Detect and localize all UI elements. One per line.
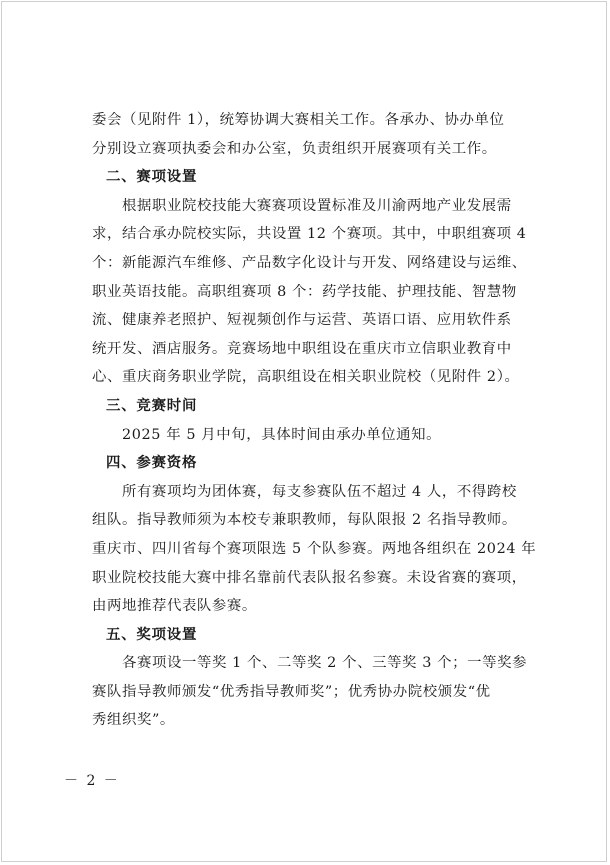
body-line: 个：新能源汽车维修、产品数字化设计与开发、网络建设与运维、 [92, 254, 527, 271]
body-line: 流、健康养老照护、短视频创作与运营、英语口语、应用软件系 [92, 312, 512, 329]
section-heading-eligibility: 四、参赛资格 [106, 455, 198, 472]
body-line: 由两地推荐代表队参赛。 [92, 598, 257, 615]
body-line: 心、重庆商务职业学院，高职组设在相关职业院校（见附件 2）。 [92, 369, 520, 386]
section-heading-awards: 五、奖项设置 [106, 626, 198, 643]
body-line: 分别设立赛项执委会和办公室，负责组织开展赛项有关工作。 [92, 140, 497, 157]
body-line: 统开发、酒店服务。竞赛场地中职组设在重庆市立信职业教育中 [92, 340, 512, 357]
body-line: 职业院校技能大赛中排名靠前代表队报名参赛。未设省赛的赛项， [92, 569, 527, 586]
body-line: 各赛项设一等奖 1 个、二等奖 2 个、三等奖 3 个；一等奖参 [122, 655, 528, 672]
body-line: 赛队指导教师颁发“优秀指导教师奖”；优秀协办院校颁发“优 [92, 683, 491, 700]
document-body [92, 106, 537, 735]
page-number: － 2 － [64, 773, 120, 789]
body-line: 2025 年 5 月中旬，具体时间由承办单位通知。 [122, 426, 442, 443]
body-line: 所有赛项均为团体赛，每支参赛队伍不超过 4 人，不得跨校 [122, 483, 517, 500]
document-page [1, 1, 607, 862]
body-line: 根据职业院校技能大赛赛项设置标准及川渝两地产业发展需 [122, 197, 512, 214]
section-heading-event-setup: 二、赛项设置 [106, 169, 198, 186]
body-line: 组队。指导教师须为本校专兼职教师，每队限报 2 名指导教师。 [92, 512, 517, 529]
body-line: 职业英语技能。高职组赛项 8 个：药学技能、护理技能、智慧物 [92, 283, 517, 300]
section-heading-competition-time: 三、竞赛时间 [106, 397, 198, 414]
body-line: 重庆市、四川省每个赛项限选 5 个队参赛。两地各组织在 2024 年 [92, 540, 537, 557]
body-line: 委会（见附件 1），统筹协调大赛相关工作。各承办、协办单位 [92, 112, 505, 128]
body-line: 秀组织奖”。 [92, 712, 175, 729]
body-line: 求，结合承办院校实际，共设置 12 个赛项。其中，中职组赛项 4 [92, 226, 527, 243]
